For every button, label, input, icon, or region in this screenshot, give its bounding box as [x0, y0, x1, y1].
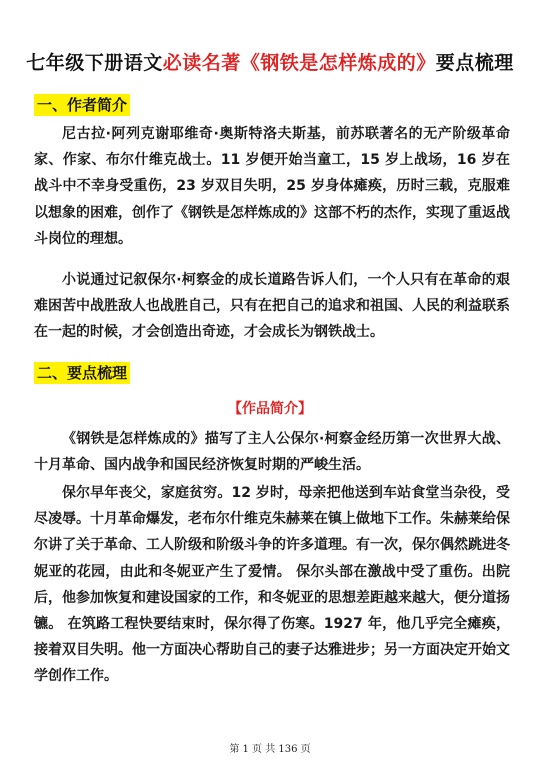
title-prefix: 七年级下册语文 [26, 52, 163, 74]
title-suffix: 要点梳理 [435, 52, 514, 74]
document-title [0, 48, 540, 75]
work-summary-paragraph: 《钢铁是怎样炼成的》描写了主人公保尔·柯察金经历第一次世界大战、十月革命、国内战争和国民经济恢复时期的严峻生活。 [34, 431, 510, 474]
title-book-name: 必读名著《钢铁是怎样炼成的》 [162, 52, 436, 74]
plot-summary-paragraph: 保尔早年丧父，家庭贫穷。12 岁时，母亲把他送到车站食堂当杂役，受尽凌辱。十月革命爆发，老布尔什维克朱赫莱在镇上做地下工作。朱赫莱给保尔讲了关于革命、工人阶级和阶级斗争的许多道理。有一次，保尔偶然跳进冬妮亚的花园，由此和冬妮亚产生了爱情。 保尔头部在激战中受了重伤。出院后，他参加恢复和建设国家的工作，和冬妮亚的思想差距越来越大，便分道扬镳。 在筑路工程快要结束时，保尔得了伤寒。1927 年，他几乎完全瘫痪，接着双目失明。他一方面决心帮助自己的妻子达雅进步；另一方面决定开始文学创作工作。 [34, 485, 510, 685]
section-heading-author: 一、作者简介 [34, 94, 130, 116]
author-intro-paragraph: 尼古拉·阿列克谢耶维奇·奥斯特洛夫斯基，前苏联著名的无产阶级革命家、作家、布尔什维克战士。11 岁便开始当童工，15 岁上战场，16 岁在战斗中不幸身受重伤，23 岁双目失明，25 岁身体瘫痪，历时三载，克服难以想象的困难，创作了《钢铁是怎样炼成的》这部不朽的杰作，实现了重返战斗岗位的理想。 [34, 126, 510, 247]
novel-theme-paragraph: 小说通过记叙保尔·柯察金的成长道路告诉人们，一个人只有在革命的艰难困苦中战胜敌人也战胜自己，只有在把自己的追求和祖国、人民的利益联系在一起的时候，才会创造出奇迹，才会成长为钢铁战士。 [34, 272, 510, 341]
section-heading-key-points: 二、要点梳理 [34, 362, 130, 384]
work-intro-subheading: 【作品简介】 [228, 401, 312, 417]
page-number-footer: 第 1 页 共 136 页 [229, 744, 311, 755]
